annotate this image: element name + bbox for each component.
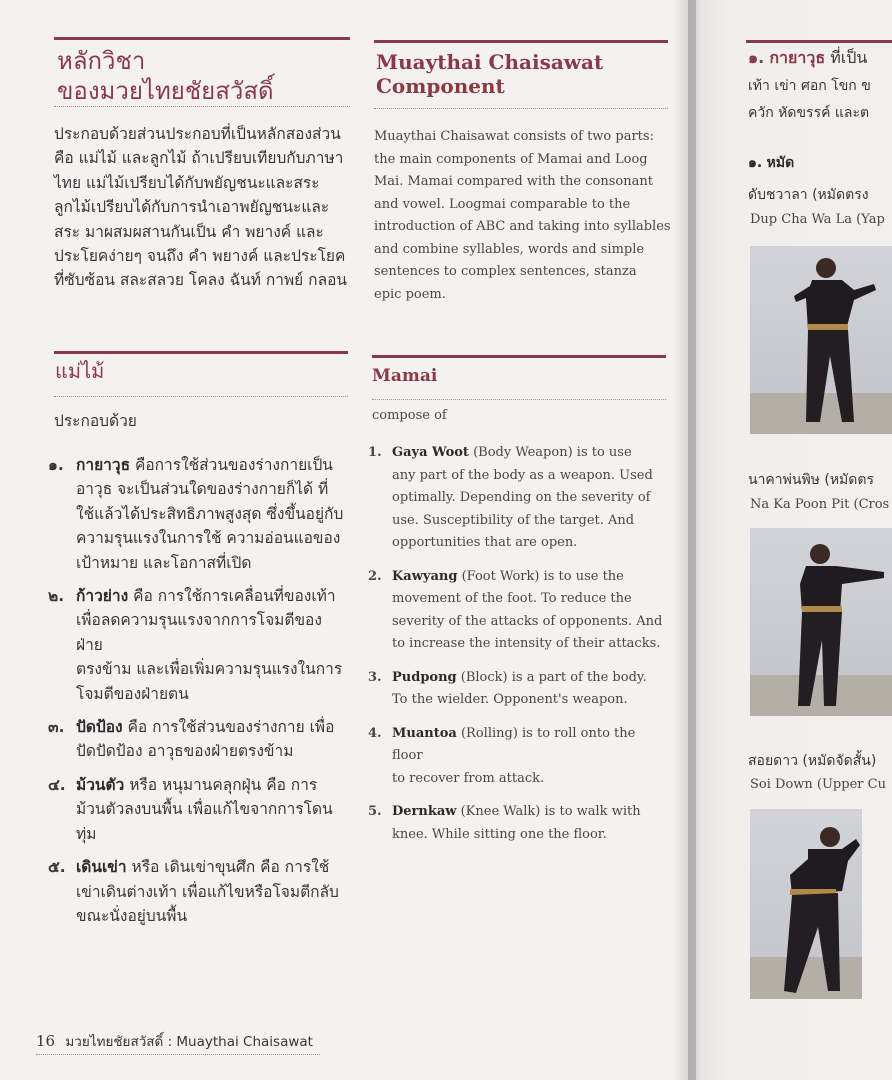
- right-heading: [748, 46, 867, 70]
- text-line: คือ การใช้ส่วนของร่างกาย เพื่อ: [127, 718, 335, 737]
- text-line: any part of the body as a weapon. Used: [392, 467, 653, 483]
- item-term: ปัดป้อง: [76, 718, 123, 737]
- item-term: Kawyang: [392, 568, 458, 584]
- thai-title-divider: [54, 106, 350, 107]
- item-number: ๒.: [48, 587, 65, 606]
- heading-number: ๑.: [748, 48, 765, 67]
- english-section-title: Mamai: [372, 366, 438, 386]
- list-item: [368, 566, 668, 656]
- move-photo-jab: [750, 246, 892, 434]
- text-line: To the wielder. Opponent's weapon.: [392, 692, 628, 707]
- running-title: มวยไทยชัยสวัสดิ์ : Muaythai Chaisawat: [65, 1034, 313, 1050]
- footer-divider: [36, 1054, 320, 1055]
- thai-intro: [54, 122, 354, 293]
- text-line: คือ แม่ไม้ และลูกไม้ ถ้าเปรียบเทียบกับภาษา: [54, 149, 344, 168]
- text-line: and vowel. Loogmai comparable to the: [374, 196, 631, 212]
- right-subheading: [748, 151, 794, 175]
- english-mamai-list: [368, 442, 668, 846]
- page-fold: [672, 0, 696, 1080]
- move-english-name: Na Ka Poon Pit (Cros: [750, 497, 890, 512]
- item-number: 5.: [368, 804, 382, 819]
- text-line: (Rolling) is to roll onto the floor: [392, 725, 636, 763]
- text-line: สระ มาผสมผสานกันเป็น คำ พยางค์ และ: [54, 222, 324, 241]
- subheading-number: ๑.: [748, 155, 763, 171]
- list-item: [368, 442, 668, 555]
- text-line: ม้วนตัวลงบนพื้น เพื่อแก้ไขจากการโดน: [76, 800, 333, 819]
- item-term: Muantoa: [392, 725, 457, 741]
- list-item: [368, 667, 668, 712]
- text-line: to recover from attack.: [392, 770, 545, 786]
- text-line: เป้าหมาย และโอกาสที่เปิด: [76, 553, 252, 572]
- text-line: severity of the attacks of opponents. And: [392, 613, 663, 629]
- text-line: epic poem.: [374, 286, 446, 302]
- text-line: ความรุนแรงในการใช้ ความอ่อนแอของ: [76, 529, 341, 548]
- item-term: Pudpong: [392, 669, 457, 685]
- item-number: ๔.: [48, 775, 66, 794]
- thai-title-line: หลักวิชา: [57, 47, 146, 75]
- text-line: (Block) is a part of the body.: [460, 669, 647, 685]
- page-footer: [36, 1030, 313, 1052]
- text-line: ใช้แล้วได้ประสิทธิภาพสูงสุด ซึ่งขึ้นอยู่กับ: [76, 504, 344, 523]
- text-line: เพื่อลดความรุนแรงจากการโจมตีของฝ่าย: [76, 611, 322, 654]
- text-line: ตรงข้าม และเพื่อเพิ่มความรุนแรงในการ: [76, 660, 343, 679]
- text-line: (Body Weapon) is to use: [473, 445, 632, 460]
- text-line: opportunities that are open.: [392, 535, 578, 550]
- text-line: Mai. Mamai compared with the consonant: [374, 174, 653, 189]
- text-line: Muaythai Chaisawat consists of two parts:: [374, 129, 654, 144]
- item-number: ๕.: [48, 858, 66, 877]
- item-number: 1.: [368, 445, 382, 460]
- move-photo-uppercut: [750, 809, 862, 999]
- page-number: 16: [36, 1032, 56, 1050]
- text-line: ที่ซับซ้อน สละสลวย โคลง ฉันท์ กาพย์ กลอน: [54, 271, 347, 290]
- text-line: knee. While sitting one the floor.: [392, 826, 607, 842]
- item-number: ๓.: [48, 718, 65, 737]
- list-item: [368, 801, 668, 846]
- english-section-rule: [372, 355, 666, 358]
- text-line: (Foot Work) is to use the: [461, 568, 624, 584]
- list-item: [48, 453, 348, 575]
- text-line: ลูกไม้เปรียบได้กับการนำเอาพยัญชนะและ: [54, 198, 330, 217]
- thai-section-divider: [54, 396, 348, 397]
- thai-title-line: ของมวยไทยชัยสวัสดิ์: [57, 77, 274, 105]
- english-title: [376, 50, 603, 98]
- text-line: ขณะนั่งอยู่บนพื้น: [76, 906, 188, 925]
- text-line: ไทย แม่ไม้เปรียบได้กับพยัญชนะและสระ: [54, 173, 320, 192]
- text-line: ทุ่ม: [76, 824, 97, 843]
- text-line: ที่เป็น: [830, 48, 868, 67]
- text-line: อาวุธ จะเป็นส่วนใดของร่างกายก็ได้ ที่: [76, 480, 329, 499]
- text-line: หรือ หนุมานคลุกฝุ่น คือ การ: [129, 775, 318, 794]
- thai-title: [57, 46, 274, 106]
- english-compose: compose of: [372, 408, 447, 423]
- thai-section-rule: [54, 351, 348, 354]
- thai-compose: ประกอบด้วย: [54, 412, 137, 430]
- item-term: Gaya Woot: [392, 445, 469, 460]
- move-thai-name: ดับชวาลา (หมัดตรง: [748, 187, 869, 203]
- item-number: 3.: [368, 669, 382, 685]
- text-line: (Knee Walk) is to walk with: [460, 804, 641, 819]
- item-term: ก้าวย่าง: [76, 587, 129, 606]
- subheading-term: หมัด: [766, 155, 795, 171]
- fighter-figure: [750, 246, 892, 434]
- english-title-line: Component: [376, 74, 505, 98]
- text-line: คือ การใช้การเคลื่อนที่ของเท้า: [133, 587, 336, 606]
- text-line: sentences to complex sentences, stanza: [374, 264, 637, 279]
- item-number: 2.: [368, 568, 382, 584]
- english-title-divider: [374, 108, 668, 109]
- text-line: to increase the intensity of their attacks.: [392, 636, 661, 651]
- text-line: the main components of Mamai and Loog: [374, 151, 648, 167]
- text-line: ประกอบด้วยส่วนประกอบที่เป็นหลักสองส่วน: [54, 125, 341, 143]
- fighter-figure: [750, 809, 862, 999]
- list-item: [48, 584, 348, 706]
- thai-section-title: แม่ไม้: [55, 359, 105, 383]
- thai-mamai-list: [48, 453, 348, 928]
- list-item: [48, 855, 348, 928]
- english-title-line: Muaythai Chaisawat: [376, 50, 604, 74]
- fighter-figure: [750, 528, 892, 716]
- move-photo-cross: [750, 528, 892, 716]
- item-number: 4.: [368, 725, 382, 741]
- text-line: movement of the foot. To reduce the: [392, 591, 632, 606]
- heading-term: กายาวุธ: [769, 48, 826, 67]
- item-term: กายาวุธ: [76, 456, 131, 474]
- move-english-name: Dup Cha Wa La (Yap: [750, 212, 885, 227]
- text-line: ประโยคง่ายๆ จนถึง คำ พยางค์ และประโยค: [54, 247, 346, 266]
- text-line: เท้า เข่า ศอก โขก ข: [748, 78, 871, 94]
- move-thai-name: สอยดาว (หมัดจัดสั้น): [748, 753, 877, 769]
- item-term: ม้วนตัว: [76, 775, 125, 794]
- text-line: introduction of ABC and taking into syllables: [374, 219, 671, 234]
- text-line: use. Susceptibility of the target. And: [392, 512, 635, 528]
- text-line: optimally. Depending on the severity of: [392, 490, 651, 505]
- move-english-name: Soi Down (Upper Cu: [750, 777, 886, 792]
- english-section-divider: [372, 399, 666, 400]
- item-term: Dernkaw: [392, 804, 457, 819]
- english-intro: [374, 126, 674, 306]
- english-title-rule: [374, 40, 668, 43]
- text-line: and combine syllables, words and simple: [374, 241, 645, 257]
- list-item: [368, 723, 668, 791]
- right-title-rule: [746, 40, 892, 43]
- text-line: คือการใช้ส่วนของร่างกายเป็น: [134, 456, 333, 474]
- text-line: โจมตีของฝ่ายตน: [76, 684, 189, 703]
- list-item: [48, 715, 348, 764]
- text-line: ปัดปัดป้อง อาวุธของฝ่ายตรงข้าม: [76, 742, 294, 761]
- thai-title-rule: [54, 37, 350, 40]
- item-number: ๑.: [48, 456, 64, 474]
- item-term: เดินเข่า: [76, 858, 127, 877]
- text-line: ควัก หัดขรรค์ และต: [748, 105, 870, 121]
- list-item: [48, 773, 348, 846]
- text-line: หรือ เดินเข่าขุนศึก คือ การใช้: [131, 858, 330, 877]
- move-thai-name: นาคาพ่นพิษ (หมัดตร: [748, 472, 874, 488]
- text-line: เข่าเดินต่างเท้า เพื่อแก้ไขหรือโจมตีกลับ: [76, 882, 339, 901]
